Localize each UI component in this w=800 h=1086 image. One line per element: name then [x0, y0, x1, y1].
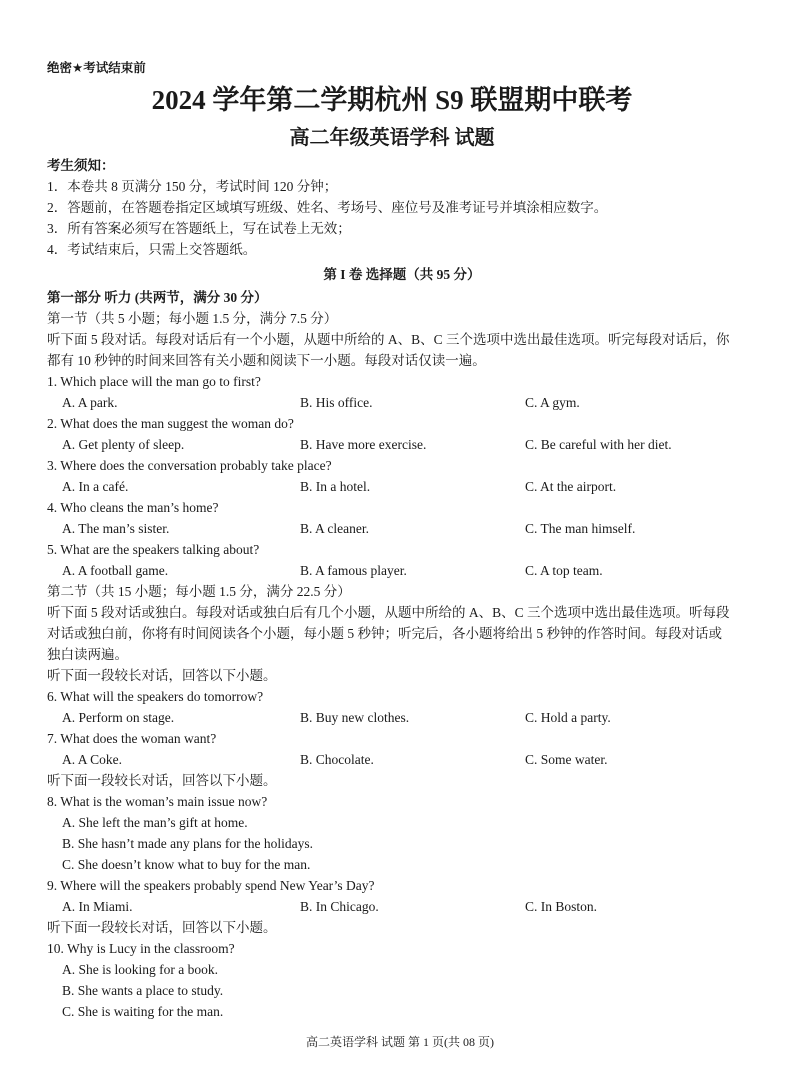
- question-item: [47, 875, 757, 917]
- answer-option: C. She doesn’t know what to buy for the man.: [62, 857, 311, 872]
- question-item: [47, 413, 757, 455]
- section2-heading: 第二节（共 15 小题；每小题 1.5 分，满分 22.5 分）: [47, 584, 351, 599]
- answer-options-row: [47, 518, 757, 539]
- question-text: 4. Who cleans the man’s home?: [47, 500, 219, 515]
- question-item: [47, 791, 757, 875]
- answer-option: B. Chocolate.: [300, 752, 374, 767]
- exam-page: [47, 57, 757, 1022]
- notice-item: 3．所有答案必须写在答题纸上，写在试卷上无效；: [47, 221, 351, 236]
- answer-option: C. Hold a party.: [525, 710, 611, 725]
- confidential-label: 绝密★考试结束前: [47, 60, 146, 75]
- question-text: 1. Which place will the man go to first?: [47, 374, 261, 389]
- answer-option: B. His office.: [300, 395, 373, 410]
- question-item: [47, 539, 757, 581]
- section1-instructions: 都有 10 秒钟的时间来回答有关小题和阅读下一小题。每段对话仅读一遍。: [47, 353, 486, 368]
- answer-option: C. In Boston.: [525, 899, 598, 914]
- page-footer: 高二英语学科 试题 第 1 页(共 08 页): [306, 1035, 494, 1049]
- answer-options-row: [47, 476, 757, 497]
- answer-option: A. She is looking for a book.: [62, 962, 218, 977]
- answer-options-row: [47, 896, 757, 917]
- notice-item: 4．考试结束后，只需上交答题纸。: [47, 242, 257, 257]
- volume-heading: 第 I 卷 选择题（共 95 分）: [323, 267, 481, 282]
- answer-option: B. In Chicago.: [300, 899, 379, 914]
- answer-options-row: [47, 749, 757, 770]
- question-text: 5. What are the speakers talking about?: [47, 542, 260, 557]
- notice-item: 1．本卷共 8 页满分 150 分，考试时间 120 分钟；: [47, 179, 338, 194]
- section2-instructions: 听下面 5 段对话或独白。每段对话或独白后有几个小题，从题中所给的 A、B、C 三个选项中选出最佳选项。听每段: [47, 605, 730, 620]
- answer-option: C. The man himself.: [525, 521, 636, 536]
- notice-item: 2．答题前，在答题卷指定区域填写班级、姓名、考场号、座位号及准考证号并填涂相应数字。: [47, 200, 608, 215]
- question-text: 10. Why is Lucy in the classroom?: [47, 941, 235, 956]
- answer-option: A. Get plenty of sleep.: [62, 437, 185, 452]
- answer-option: B. She wants a place to study.: [62, 983, 224, 998]
- answer-option: B. A famous player.: [300, 563, 407, 578]
- section2-instructions: 对话或独白前，你将有时间阅读各个小题，每小题 5 秒钟；听完后，各小题将给出 5 秒钟的作答时间。每段对话或: [47, 626, 722, 641]
- exam-subtitle: 高二年级英语学科 试题: [289, 127, 495, 149]
- question-text: 3. Where does the conversation probably take place?: [47, 458, 332, 473]
- question-item: [47, 686, 757, 728]
- answer-options-row: [47, 434, 757, 455]
- question-item: [47, 728, 757, 770]
- question-text: 2. What does the man suggest the woman do?: [47, 416, 294, 431]
- answer-option: C. A top team.: [525, 563, 603, 578]
- answer-option: A. A park.: [62, 395, 118, 410]
- question-item: [47, 455, 757, 497]
- section1-instructions: 听下面 5 段对话。每段对话后有一个小题，从题中所给的 A、B、C 三个选项中选出最佳选项。听完每段对话后，你: [47, 332, 730, 347]
- question-text: 7. What does the woman want?: [47, 731, 217, 746]
- exam-title: 2024 学年第二学期杭州 S9 联盟期中联考: [151, 85, 633, 115]
- question-item: [47, 371, 757, 413]
- answer-option: A. A football game.: [62, 563, 169, 578]
- answer-option: B. Buy new clothes.: [300, 710, 410, 725]
- section2-instructions: 独白读两遍。: [47, 647, 128, 662]
- answer-option: A. A Coke.: [62, 752, 123, 767]
- notice-heading: 考生须知：: [47, 158, 115, 173]
- answer-option: C. A gym.: [525, 395, 580, 410]
- answer-option: A. Perform on stage.: [62, 710, 175, 725]
- answer-option: C. Be careful with her diet.: [525, 437, 672, 452]
- long-dialog-prompt: 听下面一段较长对话，回答以下小题。: [47, 920, 277, 935]
- question-text: 6. What will the speakers do tomorrow?: [47, 689, 264, 704]
- answer-option: B. In a hotel.: [300, 479, 371, 494]
- question-text: 9. Where will the speakers probably spend New Year’s Day?: [47, 878, 375, 893]
- answer-option: C. Some water.: [525, 752, 608, 767]
- question-text: 8. What is the woman’s main issue now?: [47, 794, 268, 809]
- answer-options-row: [47, 392, 757, 413]
- answer-option: A. In a café.: [62, 479, 129, 494]
- question-item: [47, 938, 757, 1022]
- answer-option: A. The man’s sister.: [62, 521, 170, 536]
- answer-option: B. A cleaner.: [300, 521, 369, 536]
- answer-option: C. She is waiting for the man.: [62, 1004, 224, 1019]
- long-dialog-prompt: 听下面一段较长对话，回答以下小题。: [47, 773, 277, 788]
- answer-option: C. At the airport.: [525, 479, 617, 494]
- answer-option: B. Have more exercise.: [300, 437, 427, 452]
- part1-heading: 第一部分 听力 (共两节，满分 30 分）: [47, 290, 268, 305]
- answer-option: A. She left the man’s gift at home.: [62, 815, 248, 830]
- answer-options-row: [47, 560, 757, 581]
- answer-option: B. She hasn’t made any plans for the holidays.: [62, 836, 313, 851]
- section1-heading: 第一节（共 5 小题；每小题 1.5 分，满分 7.5 分）: [47, 311, 338, 326]
- question-item: [47, 497, 757, 539]
- answer-options-row: [47, 707, 757, 728]
- answer-option: A. In Miami.: [62, 899, 133, 914]
- long-dialog-prompt: 听下面一段较长对话，回答以下小题。: [47, 668, 277, 683]
